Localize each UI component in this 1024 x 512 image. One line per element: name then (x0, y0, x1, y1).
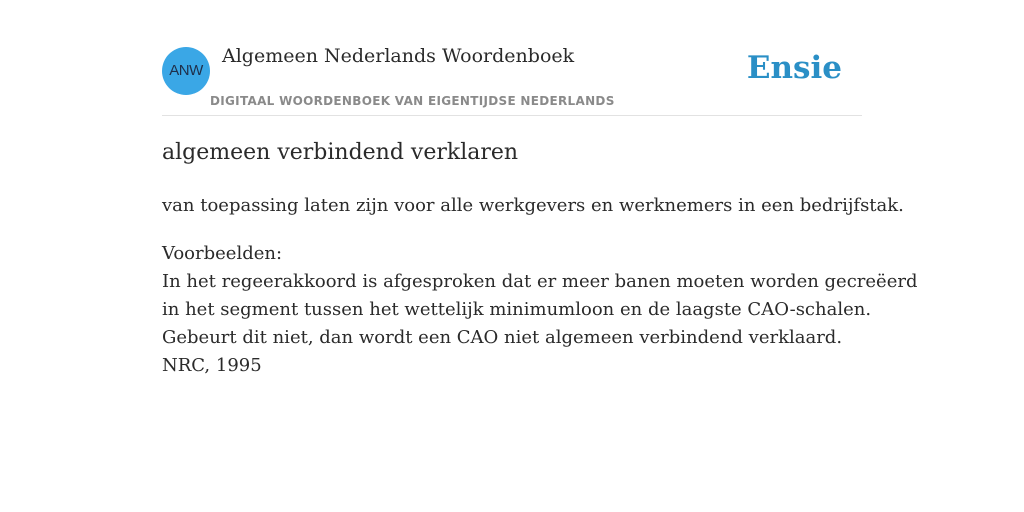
site-title[interactable]: Algemeen Nederlands Woordenboek (222, 45, 575, 67)
anw-logo[interactable]: ANW (162, 47, 210, 95)
site-subtitle: DIGITAAL WOORDENBOEK VAN EIGENTIJDSE NEDERLANDS (210, 94, 615, 108)
example-line: in het segment tussen het wettelijk minimumloon en de laagste CAO-schalen. (162, 299, 872, 320)
entry-definition: van toepassing laten zijn voor alle werkgevers en werknemers in een bedrijfstak. (162, 195, 904, 216)
header (162, 0, 862, 116)
example-source: NRC, 1995 (162, 355, 262, 376)
example-line: Gebeurt dit niet, dan wordt een CAO niet algemeen verbindend verklaard. (162, 327, 843, 348)
entry-card (162, 0, 918, 512)
ensie-brand-logo[interactable]: Ensie (746, 50, 842, 86)
examples-section (162, 240, 918, 380)
entry-title: algemeen verbindend verklaren (162, 140, 519, 165)
examples-label: Voorbeelden: (162, 243, 283, 264)
example-line: In het regeerakkoord is afgesproken dat er meer banen moeten worden gecreëerd (162, 271, 918, 292)
